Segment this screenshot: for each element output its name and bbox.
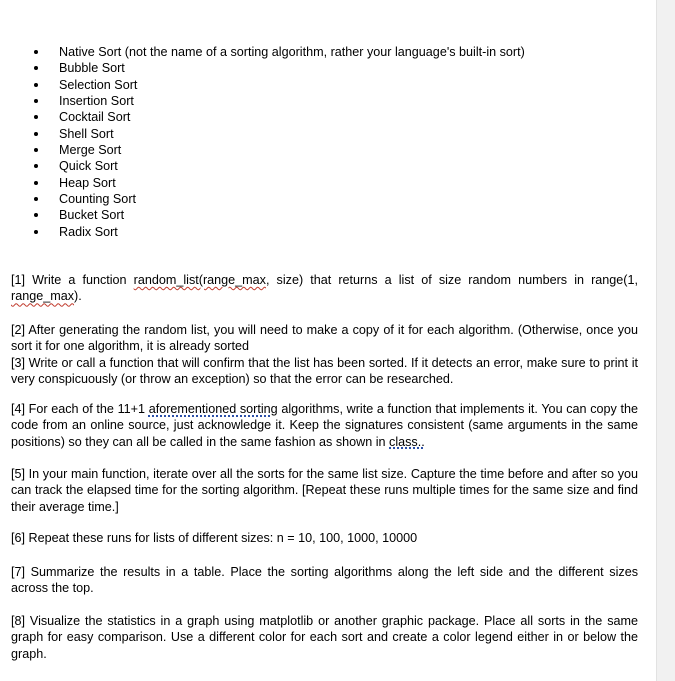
list-item-label: Cocktail Sort [59, 110, 131, 125]
list-item-label: Native Sort (not the name of a sorting algorithm, rather your language's built-in sort) [59, 45, 525, 59]
task-7-paragraph [11, 564, 638, 597]
list-item-label: Insertion Sort [59, 94, 134, 109]
range-max-term: range_max [11, 289, 75, 304]
task-4-paragraph [11, 401, 638, 450]
list-item [0, 175, 525, 191]
list-item-label: Bubble Sort [59, 61, 125, 76]
bullet-icon [34, 213, 38, 217]
task-8-paragraph [11, 613, 638, 662]
task-1-text-start: [1] Write a function [11, 273, 134, 287]
task-3-text: [3] Write or call a function that will confirm that the list has been sorted. If it detects an error, make sure to print it very conspicuously (or throw an exception) so that the error can be researched. [11, 355, 638, 387]
list-item [0, 60, 525, 76]
bullet-icon [34, 50, 38, 54]
bullet-icon [34, 230, 38, 234]
task-8-text: [8] Visualize the statistics in a graph using matplotlib or another graphic package. Place all sorts in the same graph for easy comparison. Use a different color for each sort and create a color legend either in or below the graph. [11, 614, 638, 661]
class-term: class.. [389, 434, 425, 449]
list-item [0, 77, 525, 93]
task-2-3-paragraph [11, 322, 638, 388]
list-item-label: Heap Sort [59, 175, 116, 190]
task-2-text: [2] After generating the random list, you will need to make a copy of it for each algorithm. (Otherwise, once you sort it for one algorithm, it is already sorted [11, 323, 638, 354]
page-margin-strip [656, 0, 675, 681]
task-1-paragraph [11, 272, 638, 305]
task-5-paragraph [11, 466, 638, 515]
list-item-label: Quick Sort [59, 159, 118, 174]
bullet-icon [34, 83, 38, 87]
aforementioned-term: aforementioned sorting [148, 402, 278, 416]
list-item [0, 224, 525, 240]
task-7-text: [7] Summarize the results in a table. Place the sorting algorithms along the left side and the different sizes across the top. [11, 565, 638, 596]
bullet-icon [34, 181, 38, 185]
list-item-label: Radix Sort [59, 224, 118, 239]
list-item-label: Bucket Sort [59, 208, 125, 223]
list-item-label: Shell Sort [59, 126, 114, 141]
bullet-icon [34, 99, 38, 103]
bullet-icon [34, 115, 38, 119]
list-item [0, 44, 525, 60]
list-item [0, 158, 525, 174]
bullet-icon [34, 148, 38, 152]
bullet-icon [34, 197, 38, 201]
task-4-text-middle: algorithms, write a function that implements it. You can copy the code from an online source, just acknowledge it. Keep the signatures consistent (same arguments in the same positions) so they can all be called in the same fashion as shown in [11, 402, 638, 449]
function-name: random_list(range_max [133, 273, 266, 287]
list-item [0, 126, 525, 142]
sort-algorithm-list [0, 44, 525, 240]
task-1-text-middle: , size) that returns a list of size random numbers in range(1, [265, 273, 638, 287]
list-item-label: Merge Sort [59, 143, 122, 158]
task-1-text-end: ). [74, 289, 82, 304]
task-6-paragraph [11, 530, 638, 546]
task-4-text-start: [4] For each of the 11+1 [11, 402, 149, 416]
bullet-icon [34, 164, 38, 168]
list-item-label: Counting Sort [59, 192, 137, 207]
bullet-icon [34, 132, 38, 136]
bullet-icon [34, 66, 38, 70]
list-item [0, 191, 525, 207]
list-item [0, 109, 525, 125]
task-5-text: [5] In your main function, iterate over all the sorts for the same list size. Capture the time before and after so you can track the elapsed time for the sorting algorithm. [Repeat these runs multiple times for the same size and find their average time.] [11, 467, 638, 514]
list-item [0, 207, 525, 223]
list-item [0, 93, 525, 109]
task-6-text: [6] Repeat these runs for lists of different sizes: n = 10, 100, 1000, 10000 [11, 531, 418, 545]
list-item [0, 142, 525, 158]
list-item-label: Selection Sort [59, 77, 138, 92]
